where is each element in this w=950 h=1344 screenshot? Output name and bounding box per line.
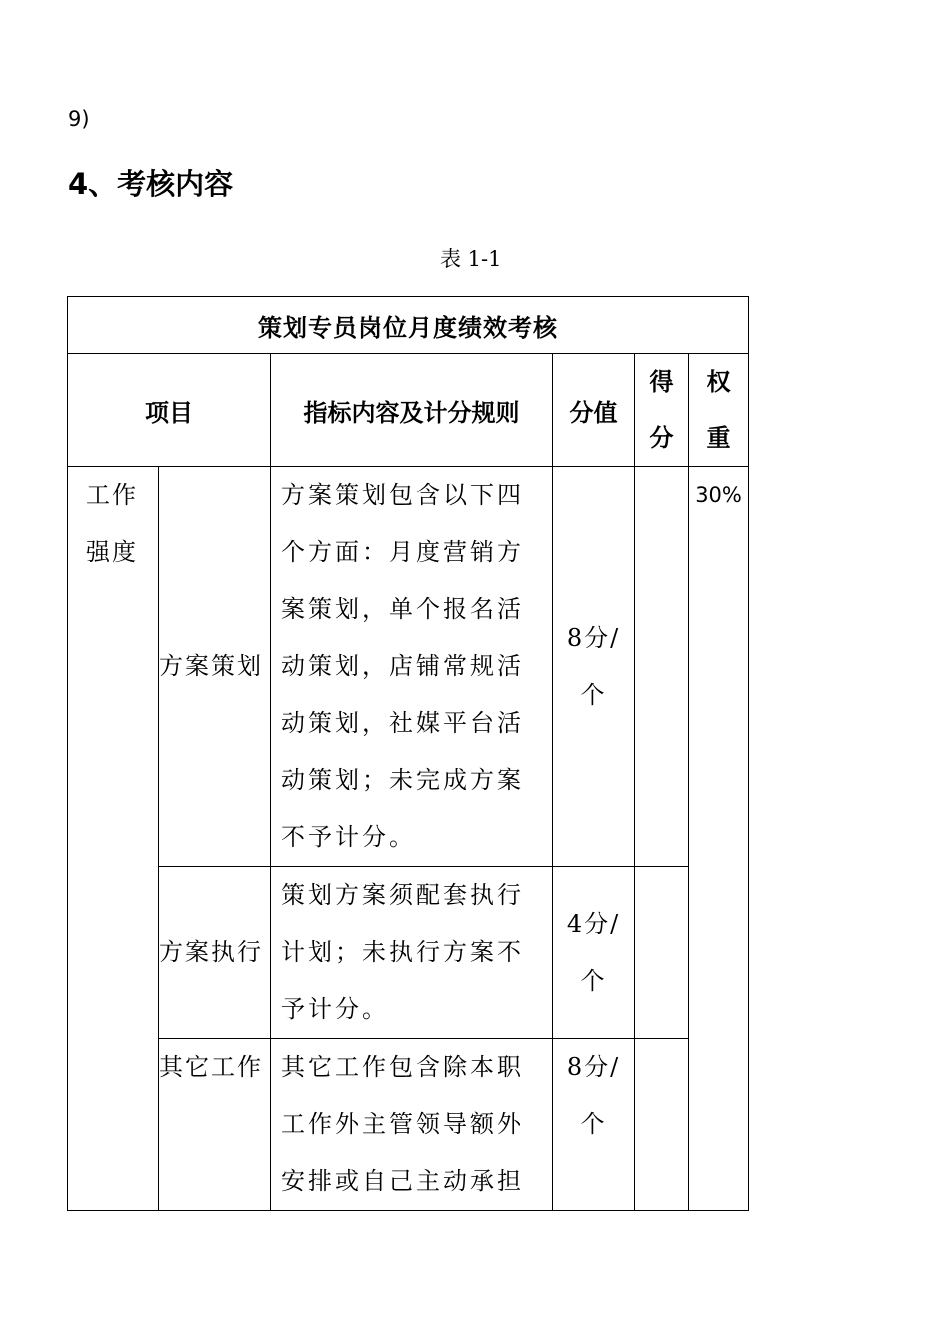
table-row: [68, 867, 749, 1039]
weight-cell: 30%: [689, 467, 749, 1211]
row-item: 方案执行: [159, 867, 271, 1039]
row-rule: 其它工作包含除本职工作外主管领导额外安排或自己主动承担: [271, 1039, 553, 1211]
header-weight: 权重: [689, 354, 749, 467]
row-obtained: [635, 867, 689, 1039]
previous-item-number: 9): [68, 107, 90, 131]
table-caption: 表 1-1: [440, 247, 502, 271]
row-rule: 策划方案须配套执行计划；未执行方案不予计分。: [271, 867, 553, 1039]
table-row: [68, 1039, 749, 1211]
row-item: 方案策划: [159, 467, 271, 867]
header-item: 项目: [68, 354, 271, 467]
section-heading: 4、考核内容: [68, 167, 234, 201]
category-cell: 工作强度: [68, 467, 159, 1211]
table-title-row: [68, 297, 749, 354]
header-score-value: 分值: [553, 354, 635, 467]
row-obtained: [635, 1039, 689, 1211]
row-obtained: [635, 467, 689, 867]
table-title: 策划专员岗位月度绩效考核: [68, 297, 749, 354]
row-score: 4分/个: [553, 867, 635, 1039]
performance-table: [67, 296, 749, 1211]
row-score: 8分/个: [553, 1039, 635, 1211]
table-header-row: [68, 354, 749, 467]
table-row: [68, 467, 749, 867]
row-rule: 方案策划包含以下四个方面：月度营销方案策划，单个报名活动策划，店铺常规活动策划，社媒平台活动策划；未完成方案不予计分。: [271, 467, 553, 867]
header-obtained: 得分: [635, 354, 689, 467]
row-item: 其它工作: [159, 1039, 271, 1211]
row-score: 8分/个: [553, 467, 635, 867]
header-rule: 指标内容及计分规则: [271, 354, 553, 467]
